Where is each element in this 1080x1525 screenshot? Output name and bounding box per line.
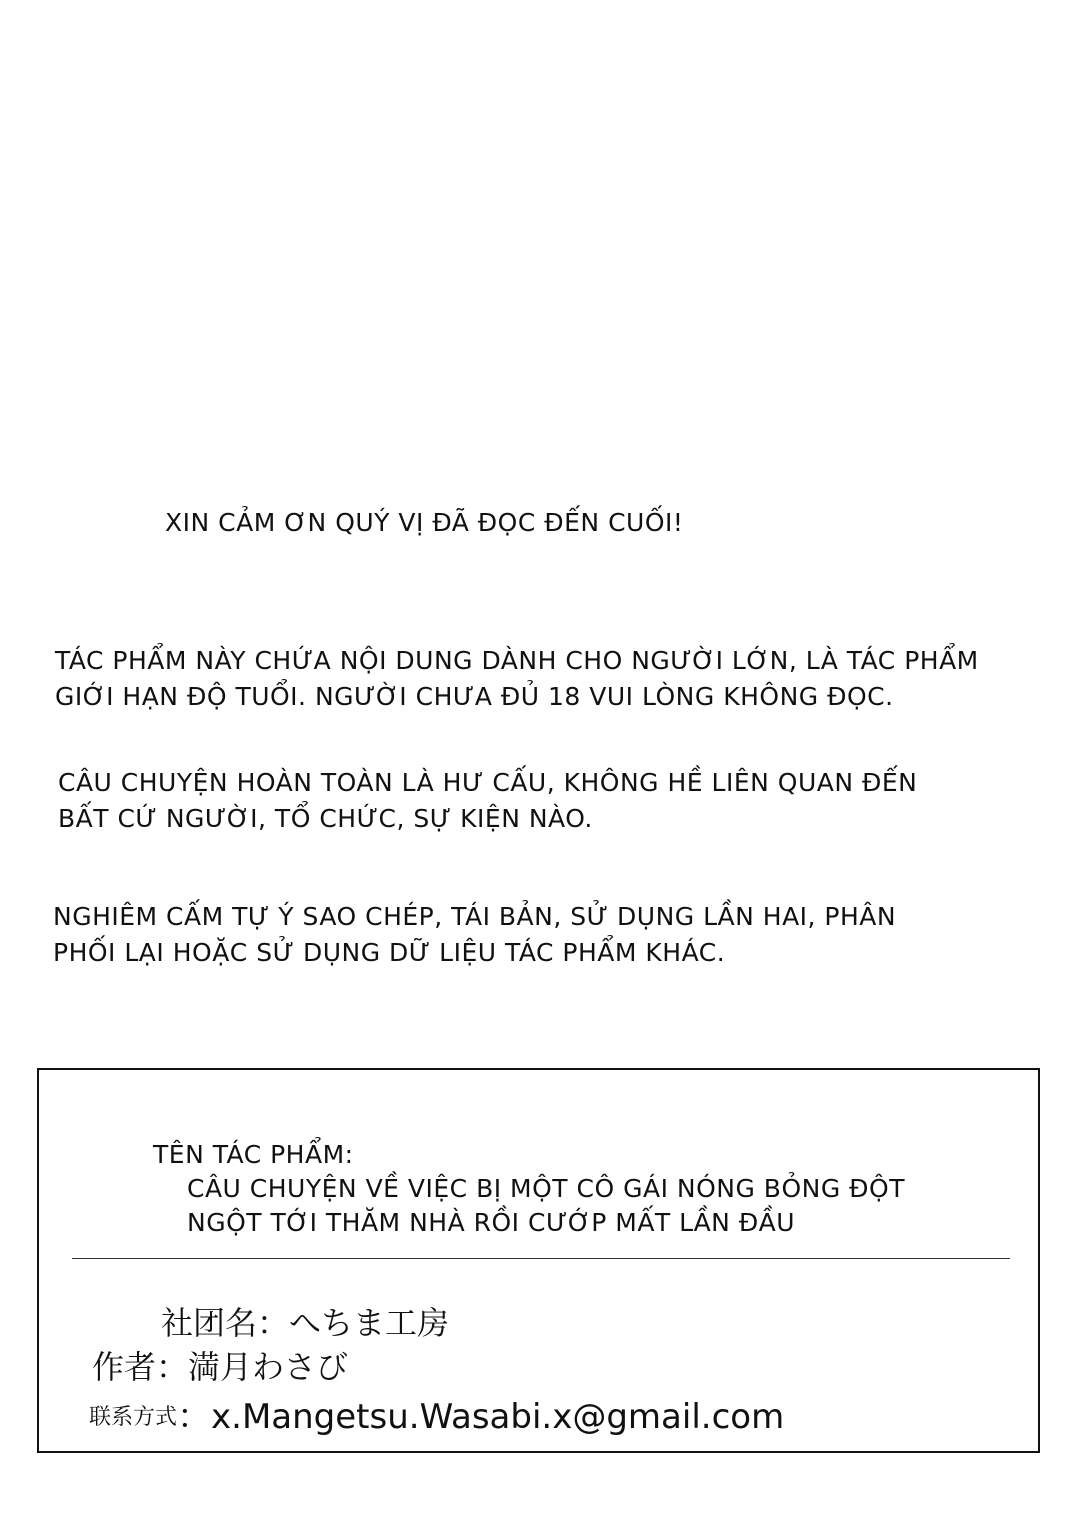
thanks-message: XIN CẢM ƠN QUÝ VỊ ĐÃ ĐỌC ĐẾN CUỐI! [165,508,684,537]
credits-divider [72,1258,1010,1259]
work-title-line-2: NGỘT TỚI THĂM NHÀ RỒI CƯỚP MẤT LẦN ĐẦU [187,1208,796,1237]
contact-label: 联系方式 [89,1405,178,1430]
credits-box [37,1068,1040,1453]
contact-email: ：x.Mangetsu.Wasabi.x@gmail.com [177,1397,785,1437]
work-title-line-1: CÂU CHUYỆN VỀ VIỆC BỊ MỘT CÔ GÁI NÓNG BỎNG ĐỘT [187,1174,905,1203]
copyright-notice-line-1: NGHIÊM CẤM TỰ Ý SAO CHÉP, TÁI BẢN, SỬ DỤNG LẦN HAI, PHÂN [53,902,897,931]
fiction-disclaimer-line-1: CÂU CHUYỆN HOÀN TOÀN LÀ HƯ CẤU, KHÔNG HỀ LIÊN QUAN ĐẾN [58,768,918,797]
work-title-label: TÊN TÁC PHẨM: [153,1140,354,1169]
adult-content-notice [55,643,979,715]
work-title [187,1172,905,1240]
fiction-disclaimer-line-2: BẤT CỨ NGƯỜI, TỔ CHỨC, SỰ KIỆN NÀO. [58,804,593,833]
copyright-notice-line-2: PHỐI LẠI HOẶC SỬ DỤNG DỮ LIỆU TÁC PHẨM KHÁC. [53,938,726,967]
adult-notice-line-2: GIỚI HẠN ĐỘ TUỔI. NGƯỜI CHƯA ĐỦ 18 VUI LÒNG KHÔNG ĐỌC. [55,682,894,711]
circle-name: 社团名：へちま工房 [161,1304,450,1342]
contact-info [89,1389,784,1438]
adult-notice-line-1: TÁC PHẨM NÀY CHỨA NỘI DUNG DÀNH CHO NGƯỜI LỚN, LÀ TÁC PHẨM [55,646,979,675]
copyright-notice [53,899,896,971]
author-name: 作者：満月わさび [92,1348,349,1386]
fiction-disclaimer [58,765,917,837]
